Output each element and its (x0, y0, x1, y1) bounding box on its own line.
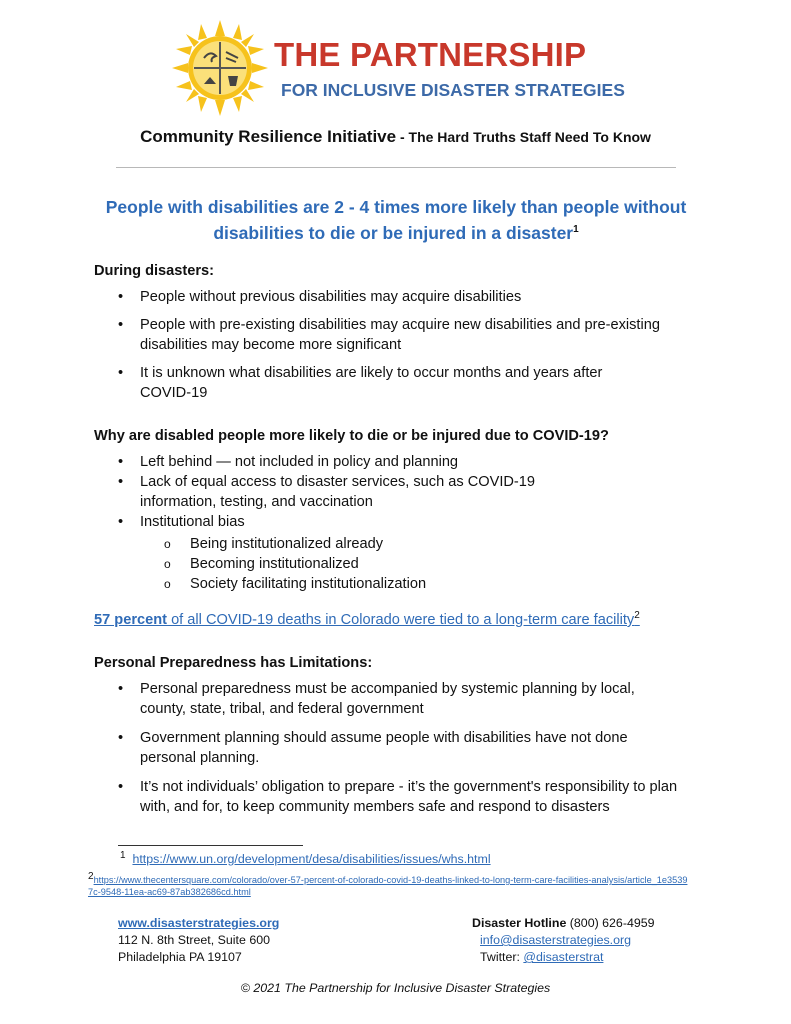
why-heading: Why are disabled people more likely to die or be injured due to COVID-19? (94, 428, 609, 444)
hotline-number: (800) 626-4959 (566, 916, 655, 930)
preparedness-heading: Personal Preparedness has Limitations: (94, 655, 373, 671)
footnote-1-link[interactable]: https://www.un.org/development/desa/disabilities/issues/whs.html (132, 852, 491, 866)
colorado-stat-link[interactable] (94, 612, 640, 628)
list-item: • It’s not individuals’ obligation to prepare - it’s the government's responsibility to plan with, and for, to keep community members safe and respond to disasters (118, 777, 688, 817)
during-list (118, 287, 698, 403)
sublist-item: o Society facilitating institutionalization (164, 574, 544, 594)
footnote-1 (120, 849, 491, 866)
footnote-divider (118, 845, 303, 846)
sublist-item: o Being institutionalized already (164, 534, 544, 554)
footnote-2-number: 2 (88, 870, 94, 882)
list-item: • Institutional bias (118, 512, 588, 532)
list-item: • Personal preparedness must be accompanied by systemic planning by local, county, state, tribal, and federal government (118, 679, 670, 719)
list-item: • People with pre-existing disabilities may acquire new disabilities and pre-existing disabilities may become more significant (118, 315, 698, 355)
headline-text: People with disabilities are 2 - 4 times more likely than people without disabilities to die or be injured in a disaster (105, 197, 687, 243)
address-line-2: Philadelphia PA 19107 (118, 950, 242, 964)
initiative-heading (0, 127, 791, 147)
sublist-item: o Becoming institutionalized (164, 554, 544, 574)
contact-left (118, 915, 279, 966)
sun-logo-icon (170, 18, 270, 118)
divider (116, 167, 676, 168)
footnote-1-number: 1 (120, 849, 126, 861)
stat-text: of all COVID-19 deaths in Colorado were tied to a long-term care facility (167, 612, 635, 628)
initiative-subtitle: - The Hard Truths Staff Need To Know (396, 129, 651, 145)
list-item: • People without previous disabilities may acquire disabilities (118, 287, 698, 307)
list-item: • Left behind — not included in policy and planning (118, 452, 588, 472)
website-link[interactable]: www.disasterstrategies.org (118, 916, 280, 930)
contact-right (472, 915, 655, 966)
stat-bold: 57 percent (94, 612, 168, 628)
institutional-bias-sublist (164, 534, 544, 594)
brand-title: THE PARTNERSHIP (274, 36, 587, 73)
twitter-link[interactable]: @disasterstrat (523, 950, 604, 964)
address-line-1: 112 N. 8th Street, Suite 600 (118, 933, 270, 947)
headline (80, 194, 712, 246)
preparedness-list (118, 679, 688, 817)
why-list (118, 452, 588, 532)
list-item: • Lack of equal access to disaster services, such as COVID-19 information, testing, and vaccination (118, 472, 560, 512)
headline-footnote-ref: 1 (573, 224, 579, 236)
list-item: • It is unknown what disabilities are likely to occur months and years after COVID-19 (118, 363, 640, 403)
email-link[interactable]: info@disasterstrategies.org (480, 933, 632, 947)
footnote-2 (88, 870, 688, 898)
hotline-label: Disaster Hotline (472, 916, 567, 930)
during-heading: During disasters: (94, 263, 215, 279)
list-item: • Government planning should assume people with disabilities have not done personal planning. (118, 728, 670, 768)
copyright-footer: © 2021 The Partnership for Inclusive Disaster Strategies (240, 981, 551, 995)
stat-footnote-ref: 2 (634, 610, 640, 622)
brand-subtitle: FOR INCLUSIVE DISASTER STRATEGIES (281, 80, 625, 100)
footnote-2-link[interactable]: https://www.thecentersquare.com/colorado/over-57-percent-of-colorado-covid-19-deaths-linked-to-long-term-care-facilities-analysis/article_1e35397c-9548-11ea-ac69-87ab382686cd.html (88, 875, 688, 897)
initiative-title: Community Resilience Initiative (140, 127, 397, 146)
twitter-label: Twitter: (480, 950, 524, 964)
